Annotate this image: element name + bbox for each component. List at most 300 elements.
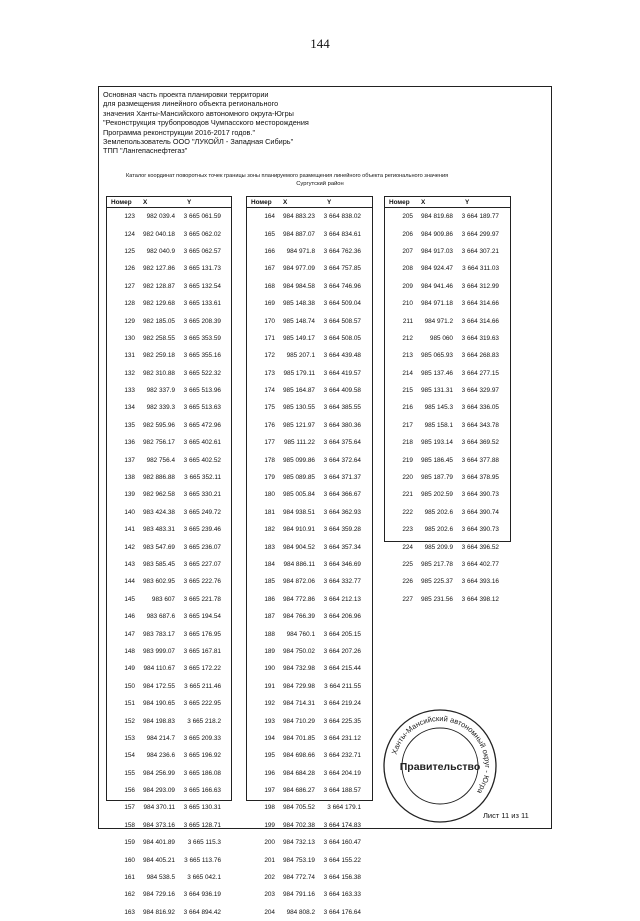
coord-x: 984 910.91 — [283, 526, 315, 534]
table-row — [107, 434, 231, 451]
point-number: 216 — [402, 404, 413, 412]
point-number: 137 — [124, 456, 135, 464]
coord-x: 984 750.02 — [283, 647, 315, 655]
coord-x: 984 702.38 — [283, 821, 315, 829]
table-row — [107, 260, 231, 277]
coord-x: 985 099.86 — [283, 456, 315, 464]
coord-y: 3 665 132.54 — [183, 282, 221, 290]
coord-x: 984 909.86 — [421, 230, 453, 238]
table-row — [107, 556, 231, 573]
point-number: 220 — [402, 474, 413, 482]
coord-y: 3 665 166.63 — [183, 787, 221, 795]
table-row — [247, 365, 372, 382]
table-row — [385, 347, 510, 364]
point-number: 212 — [402, 334, 413, 342]
coord-x: 985 121.97 — [283, 421, 315, 429]
coord-x: 984 710.29 — [283, 717, 315, 725]
point-number: 154 — [124, 752, 135, 760]
point-number: 141 — [124, 526, 135, 534]
point-number: 129 — [124, 317, 135, 325]
coord-y: 3 664 189.77 — [461, 213, 499, 221]
point-number: 208 — [402, 265, 413, 273]
table-row — [247, 295, 372, 312]
coord-x: 983 602.95 — [143, 578, 175, 586]
table-row — [107, 399, 231, 416]
table-row — [247, 747, 372, 764]
coord-y: 3 664 307.21 — [461, 247, 499, 255]
coord-x: 985 130.55 — [283, 404, 315, 412]
coord-y: 3 664 371.37 — [323, 474, 361, 482]
table-row — [385, 260, 510, 277]
coord-y: 3 664 311.03 — [462, 265, 499, 273]
coord-x: 983 424.38 — [143, 508, 175, 516]
coord-x: 984 887.07 — [283, 230, 315, 238]
coord-x: 982 040.18 — [143, 230, 175, 238]
coord-x: 982 886.88 — [143, 474, 175, 482]
point-number: 197 — [264, 787, 275, 795]
coord-x: 982 595.96 — [143, 421, 175, 429]
coord-y: 3 665 167.81 — [183, 647, 221, 655]
table-row — [107, 886, 231, 903]
point-number: 181 — [264, 508, 275, 516]
point-number: 206 — [402, 230, 413, 238]
point-number: 225 — [402, 561, 413, 568]
table-row — [385, 573, 510, 590]
coord-x: 984 753.19 — [283, 856, 315, 864]
column-header-y: Y — [187, 198, 192, 206]
coord-x: 984 732.13 — [283, 839, 315, 847]
header-line: "Реконструкция трубопроводов Чумпасского месторождения — [103, 118, 309, 128]
coord-x: 984 772.74 — [283, 874, 315, 882]
table-row — [107, 278, 231, 295]
table-row — [385, 556, 510, 573]
point-number: 133 — [124, 387, 135, 395]
table-row — [385, 591, 510, 608]
coord-x: 985 148.38 — [283, 300, 315, 308]
table-row — [247, 817, 372, 834]
point-number: 169 — [264, 300, 275, 308]
coord-x: 985 231.56 — [421, 595, 453, 603]
coord-x: 984 373.16 — [143, 821, 175, 829]
coord-x: 985 060 — [429, 334, 453, 342]
coordinates-table-3 — [384, 196, 511, 603]
point-number: 168 — [264, 282, 275, 290]
point-number: 202 — [264, 874, 275, 882]
coord-y: 3 664 402.77 — [461, 561, 499, 568]
point-number: 213 — [402, 352, 413, 360]
table-row — [247, 573, 372, 590]
coord-y: 3 664 215.44 — [323, 665, 361, 673]
coord-y: 3 664 419.57 — [323, 369, 361, 377]
coord-x: 984 941.46 — [421, 282, 453, 290]
point-number: 150 — [124, 682, 135, 690]
coord-x: 984 714.31 — [283, 700, 315, 708]
coord-y: 3 664 346.69 — [323, 561, 361, 568]
coord-y: 3 664 232.71 — [323, 752, 361, 760]
point-number: 223 — [402, 526, 413, 534]
coord-y: 3 664 211.55 — [324, 682, 361, 690]
catalog-title: Каталог координат поворотных точек границы зоны планируемого размещения линейного объекта регионального значения — [126, 173, 449, 179]
coord-y: 3 664 231.12 — [323, 734, 361, 742]
coord-x: 985 186.45 — [421, 456, 453, 464]
coord-x: 982 259.18 — [143, 352, 175, 360]
coord-x: 984 904.52 — [283, 543, 315, 551]
table-row — [107, 730, 231, 747]
coord-x: 984 819.68 — [421, 213, 453, 221]
point-number: 191 — [264, 682, 275, 690]
table-row — [385, 399, 510, 416]
table-row — [247, 312, 372, 329]
coord-y: 3 664 509.04 — [323, 300, 361, 308]
table-row — [247, 538, 372, 555]
coord-y: 3 664 936.19 — [183, 891, 221, 899]
point-number: 199 — [264, 821, 275, 829]
coord-y: 3 665 222.76 — [183, 578, 221, 586]
coord-x: 984 766.39 — [283, 613, 315, 621]
coord-y: 3 665 221.78 — [183, 595, 221, 603]
point-number: 192 — [264, 700, 275, 708]
table-row — [247, 469, 372, 486]
coord-y: 3 664 314.66 — [461, 317, 499, 325]
coord-y: 3 664 508.57 — [323, 317, 361, 325]
point-number: 123 — [124, 213, 135, 221]
column-header-num: Номер — [251, 198, 272, 206]
coord-y: 3 664 409.58 — [323, 387, 361, 395]
coord-y: 3 665 239.46 — [183, 526, 221, 534]
document-header — [103, 90, 309, 156]
coord-y: 3 664 375.64 — [323, 439, 361, 447]
coord-x: 983 483.31 — [143, 526, 175, 534]
coord-x: 982 127.86 — [143, 265, 175, 273]
coord-y: 3 665 522.32 — [183, 369, 221, 377]
coord-y: 3 665 062.57 — [183, 247, 221, 255]
coord-y: 3 664 332.77 — [323, 578, 361, 586]
point-number: 167 — [264, 265, 275, 273]
coord-y: 3 664 390.74 — [461, 508, 499, 516]
coord-x: 983 607 — [151, 595, 175, 603]
table-row — [107, 573, 231, 590]
coord-y: 3 664 508.05 — [323, 334, 361, 342]
point-number: 165 — [264, 230, 275, 238]
coord-y: 3 664 369.52 — [461, 439, 499, 447]
coord-x: 984 401.89 — [143, 839, 175, 847]
point-number: 132 — [124, 369, 135, 377]
coord-y: 3 665 402.52 — [183, 456, 221, 464]
coord-y: 3 665 115.3 — [187, 839, 221, 847]
coord-x: 982 128.87 — [143, 282, 175, 290]
point-number: 214 — [402, 369, 413, 377]
coord-x: 984 729.16 — [143, 891, 175, 899]
point-number: 155 — [124, 769, 135, 777]
coord-y: 3 665 211.46 — [184, 682, 221, 690]
coord-y: 3 664 757.85 — [323, 265, 361, 273]
coord-y: 3 665 355.16 — [183, 352, 221, 360]
point-number: 173 — [264, 369, 275, 377]
table-row — [107, 834, 231, 851]
table-row — [247, 886, 372, 903]
table-row — [247, 799, 372, 816]
coord-y: 3 665 176.95 — [183, 630, 221, 638]
coord-y: 3 665 513.63 — [183, 404, 221, 412]
table-row — [107, 591, 231, 608]
coord-y: 3 665 227.07 — [183, 561, 221, 568]
coord-x: 984 971.2 — [424, 317, 453, 325]
point-number: 207 — [402, 247, 413, 255]
header-line: для размещения линейного объекта регионального — [103, 99, 279, 109]
coord-x: 985 193.14 — [421, 439, 453, 447]
table-row — [247, 451, 372, 468]
coord-y: 3 664 377.88 — [461, 456, 499, 464]
coord-x: 984 701.85 — [283, 734, 315, 742]
point-number: 189 — [264, 647, 275, 655]
table-row — [247, 382, 372, 399]
coord-x: 982 337.9 — [146, 387, 175, 395]
coord-y: 3 664 834.61 — [323, 230, 361, 238]
table-row — [107, 904, 231, 921]
point-number: 211 — [402, 317, 413, 325]
point-number: 180 — [264, 491, 275, 499]
coord-x: 984 971.8 — [286, 247, 315, 255]
coord-x: 983 687.6 — [146, 613, 175, 621]
point-number: 182 — [264, 526, 275, 534]
coord-x: 982 756.17 — [143, 439, 175, 447]
coord-y: 3 665 352.11 — [184, 474, 221, 482]
point-number: 187 — [264, 613, 275, 621]
coord-y: 3 665 330.21 — [183, 491, 221, 499]
table-row — [107, 695, 231, 712]
point-number: 152 — [124, 717, 135, 725]
coord-y: 3 664 312.99 — [461, 282, 499, 290]
table-row — [247, 643, 372, 660]
table-row — [247, 904, 372, 921]
table-row — [247, 521, 372, 538]
coord-y: 3 664 319.63 — [461, 334, 499, 342]
coord-y: 3 665 061.59 — [183, 213, 221, 221]
header-line: Землепользователь ООО "ЛУКОЙЛ - Западная Сибирь" — [103, 137, 294, 147]
table-row — [247, 712, 372, 729]
point-number: 125 — [124, 247, 135, 255]
coord-y: 3 664 329.97 — [461, 387, 499, 395]
table-row — [107, 747, 231, 764]
column-header-x: X — [421, 198, 426, 206]
table-row — [247, 782, 372, 799]
table-row — [385, 382, 510, 399]
table-row — [107, 347, 231, 364]
point-number: 170 — [264, 317, 275, 325]
coord-y: 3 664 378.95 — [461, 474, 499, 482]
point-number: 201 — [264, 856, 275, 864]
table-row — [107, 225, 231, 242]
coord-y: 3 664 219.24 — [323, 700, 361, 708]
seal-center-text: Правительство — [399, 761, 481, 773]
point-number: 219 — [402, 456, 413, 464]
coord-x: 984 198.83 — [143, 717, 175, 725]
table-row — [247, 278, 372, 295]
coord-y: 3 665 128.71 — [183, 821, 221, 829]
point-number: 163 — [124, 908, 135, 916]
coord-x: 984 984.58 — [283, 282, 315, 290]
point-number: 188 — [264, 630, 275, 638]
point-number: 221 — [402, 491, 413, 499]
column-header-num: Номер — [111, 198, 132, 206]
point-number: 210 — [402, 300, 413, 308]
point-number: 171 — [264, 334, 275, 342]
table-row — [247, 486, 372, 503]
table-row — [107, 417, 231, 434]
point-number: 178 — [264, 456, 275, 464]
table-row — [107, 521, 231, 538]
coord-y: 3 664 174.83 — [323, 821, 361, 829]
point-number: 176 — [264, 421, 275, 429]
coord-y: 3 664 156.38 — [323, 874, 361, 882]
coord-y: 3 664 188.57 — [323, 787, 361, 795]
coord-x: 985 225.37 — [421, 578, 453, 586]
point-number: 185 — [264, 578, 275, 586]
coord-y: 3 665 472.96 — [183, 421, 221, 429]
coord-y: 3 664 390.73 — [461, 491, 499, 499]
table-row — [107, 765, 231, 782]
coord-x: 984 938.51 — [283, 508, 315, 516]
table-row — [107, 382, 231, 399]
coord-y: 3 664 225.35 — [323, 717, 361, 725]
table-row — [385, 486, 510, 503]
coord-x: 984 293.09 — [143, 787, 175, 795]
point-number: 195 — [264, 752, 275, 760]
table-row — [247, 678, 372, 695]
page-number: 144 — [310, 36, 330, 51]
table-row — [385, 312, 510, 329]
coord-x: 984 977.09 — [283, 265, 315, 273]
coord-y: 3 664 362.93 — [323, 508, 361, 516]
coord-x: 982 129.68 — [143, 300, 175, 308]
coord-y: 3 664 359.28 — [323, 526, 361, 534]
coord-x: 985 179.11 — [283, 369, 315, 377]
coord-y: 3 665 513.96 — [183, 387, 221, 395]
table-row — [385, 330, 510, 347]
column-header-x: X — [143, 198, 148, 206]
coord-y: 3 665 130.31 — [183, 804, 221, 812]
coord-y: 3 664 206.96 — [323, 613, 361, 621]
coord-x: 984 190.65 — [143, 700, 175, 708]
coord-x: 984 872.06 — [283, 578, 315, 586]
header-line: ТПП "Лангепаснефтегаз" — [103, 146, 188, 156]
coord-x: 984 214.7 — [146, 734, 175, 742]
point-number: 198 — [264, 804, 275, 812]
point-number: 218 — [402, 439, 413, 447]
coord-y: 3 664 160.47 — [323, 839, 361, 847]
coord-y: 3 664 212.13 — [323, 595, 361, 603]
point-number: 161 — [124, 874, 135, 882]
coord-y: 3 664 439.48 — [323, 352, 361, 360]
table-row — [247, 225, 372, 242]
coord-x: 982 310.88 — [143, 369, 175, 377]
table-row — [107, 782, 231, 799]
coord-y: 3 664 268.83 — [461, 352, 499, 360]
coord-y: 3 664 343.78 — [461, 421, 499, 429]
column-header-x: X — [283, 198, 288, 206]
point-number: 174 — [264, 387, 275, 395]
table-row — [107, 330, 231, 347]
table-row — [247, 556, 372, 573]
sheet-counter: Лист 11 из 11 — [483, 811, 529, 820]
region-label: Сургутский район — [296, 181, 344, 187]
coord-y: 3 664 314.66 — [461, 300, 499, 308]
table-row — [247, 695, 372, 712]
point-number: 130 — [124, 334, 135, 342]
point-number: 196 — [264, 769, 275, 777]
header-line: Основная часть проекта планировки территории — [103, 90, 269, 99]
coord-x: 984 883.23 — [283, 213, 315, 221]
coord-x: 984 772.86 — [283, 595, 315, 603]
coord-y: 3 664 398.12 — [461, 595, 499, 603]
coord-y: 3 664 204.19 — [323, 769, 361, 777]
coord-y: 3 664 396.52 — [461, 543, 499, 551]
table-row — [107, 608, 231, 625]
coord-y: 3 665 042.1 — [187, 874, 221, 882]
coord-y: 3 665 196.92 — [183, 752, 221, 760]
coord-x: 984 538.5 — [146, 874, 175, 882]
table-row — [107, 295, 231, 312]
coord-x: 985 209.9 — [424, 543, 453, 551]
coord-y: 3 664 762.36 — [323, 247, 361, 255]
table-row — [107, 365, 231, 382]
coord-x: 985 111.22 — [283, 439, 315, 447]
table-row — [247, 869, 372, 886]
point-number: 184 — [264, 561, 275, 568]
coord-x: 985 187.79 — [421, 474, 453, 482]
table-row — [107, 208, 231, 225]
table-row — [385, 504, 510, 521]
seal-ring-text: Ханты-Мансийский автономный округ - Югра — [389, 713, 493, 796]
point-number: 215 — [402, 387, 413, 395]
coord-x: 984 705.52 — [283, 804, 315, 812]
table-row — [107, 643, 231, 660]
coord-x: 984 370.11 — [143, 804, 175, 812]
table-row — [385, 451, 510, 468]
point-number: 147 — [124, 630, 135, 638]
coord-y: 3 665 062.02 — [183, 230, 221, 238]
coord-x: 984 971.18 — [421, 300, 453, 308]
point-number: 153 — [124, 734, 135, 742]
table-row — [247, 834, 372, 851]
coord-x: 984 236.6 — [146, 752, 175, 760]
table-row — [247, 243, 372, 260]
table-row — [107, 851, 231, 868]
point-number: 135 — [124, 421, 135, 429]
coord-x: 982 756.4 — [146, 456, 175, 464]
table-row — [107, 312, 231, 329]
table-row — [385, 434, 510, 451]
coord-x: 985 089.85 — [283, 474, 315, 482]
point-number: 142 — [124, 543, 135, 551]
table-header — [107, 197, 231, 208]
coord-x: 985 202.6 — [424, 526, 453, 534]
point-number: 194 — [264, 734, 275, 742]
coord-y: 3 664 380.36 — [323, 421, 361, 429]
point-number: 222 — [402, 508, 413, 516]
coord-x: 982 339.3 — [146, 404, 175, 412]
coord-y: 3 665 353.59 — [183, 334, 221, 342]
coord-y: 3 665 131.73 — [183, 265, 221, 273]
point-number: 157 — [124, 804, 135, 812]
point-number: 200 — [264, 839, 275, 847]
coord-y: 3 664 746.96 — [323, 282, 361, 290]
header-line: Программа реконструкции 2016-2017 годов." — [103, 127, 256, 137]
coord-x: 984 684.28 — [283, 769, 315, 777]
coord-x: 984 256.99 — [143, 769, 175, 777]
point-number: 143 — [124, 561, 135, 568]
point-number: 175 — [264, 404, 275, 412]
